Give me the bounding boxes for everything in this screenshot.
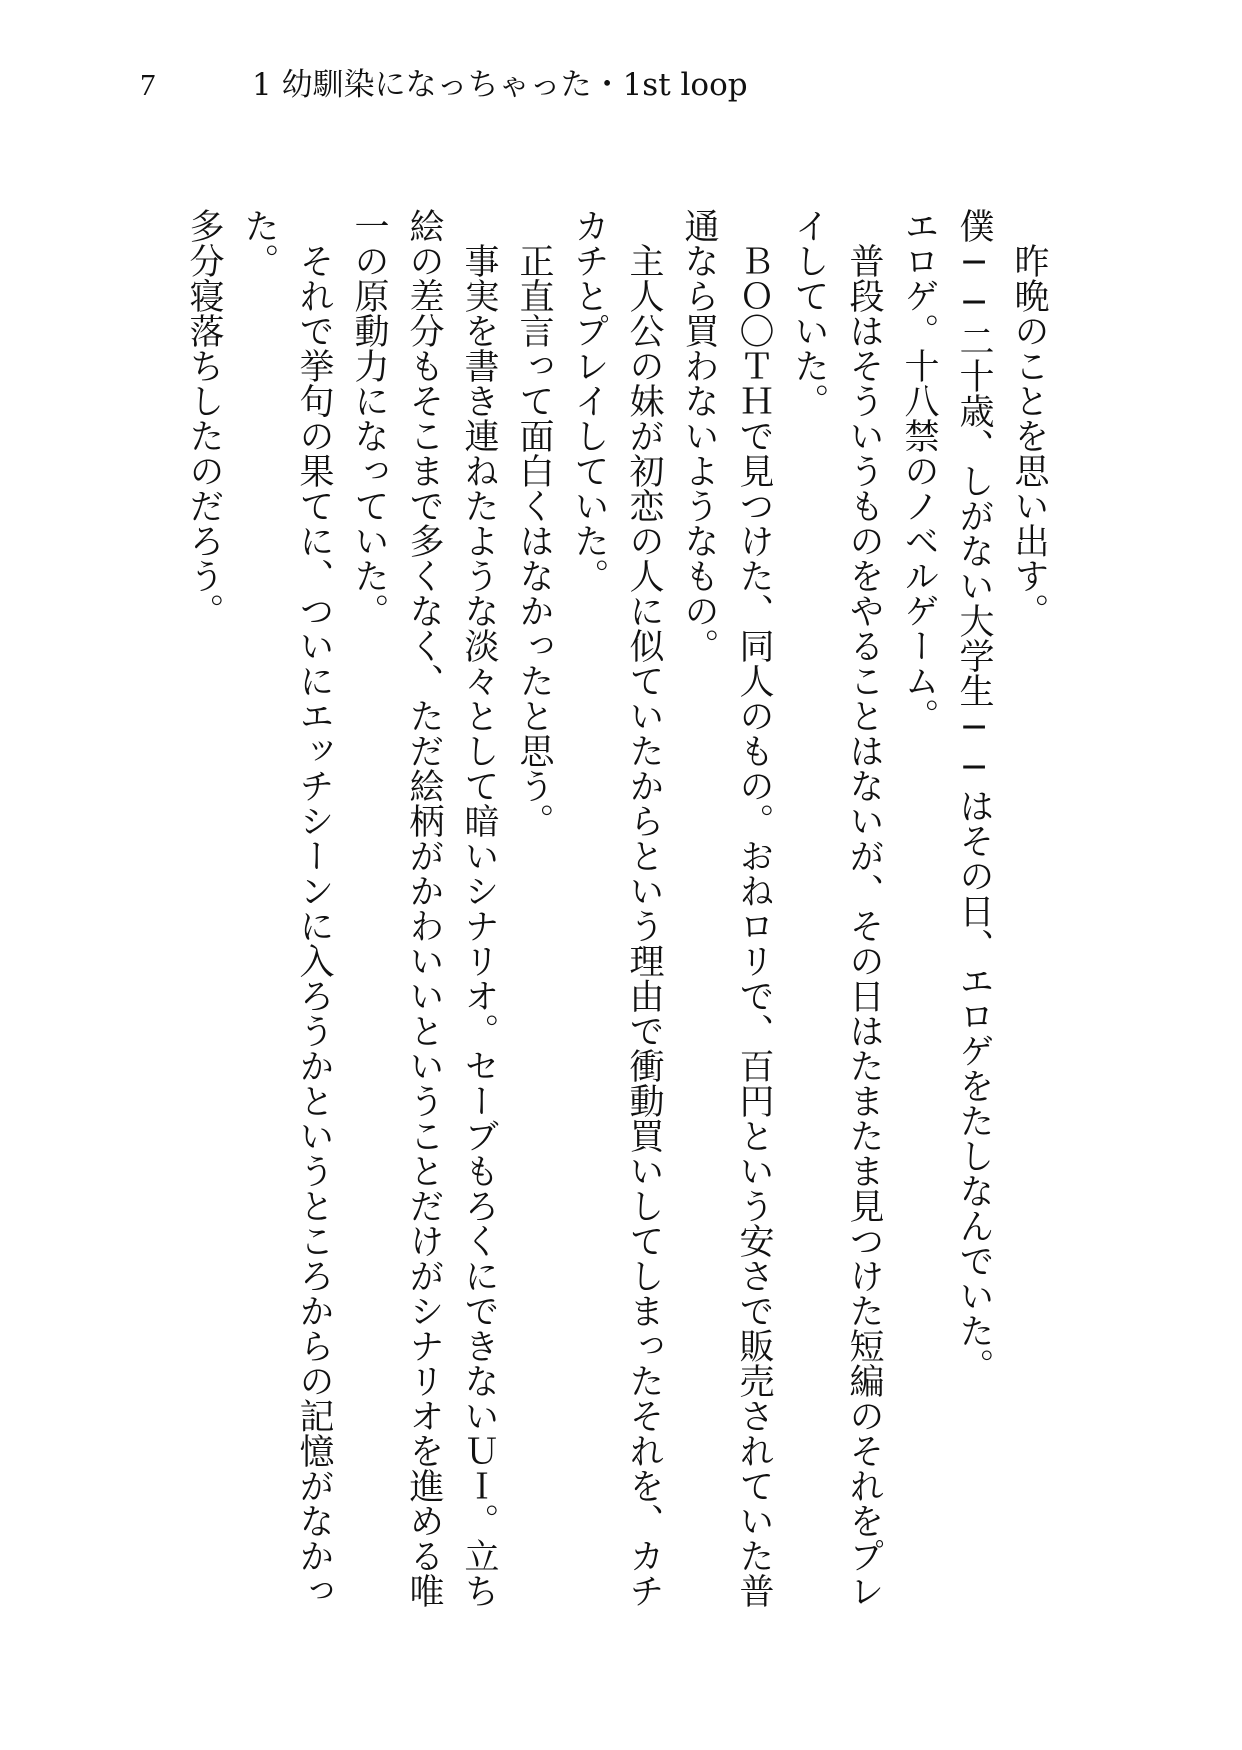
paragraph: 僕──二十歳、しがない大学生──はその日、エロゲをたしなんでいた。 bbox=[954, 208, 994, 1383]
paragraph: 主人公の妹が初恋の人に似ていたからという理由で衝動買いしてしまったそれを、カチカチとプレイしていた。 bbox=[569, 208, 664, 1608]
paragraph: 普段はそういうものをやることはないが、その日はたまたま見つけた短編のそれをプレイしていた。 bbox=[789, 208, 884, 1608]
paragraph: 事実を書き連ねたような淡々として暗いシナリオ。セーブもろくにできないＵＩ。立ち絵の差分もそこまで多くなく、ただ絵柄がかわいいということだけがシナリオを進める唯一の原動力になっていた。 bbox=[349, 208, 499, 1608]
paragraph: 正直言って面白くはなかったと思う。 bbox=[514, 243, 554, 838]
paragraph: ＢＯ〇ＴＨで見つけた、同人のもの。おねロリで、百円という安さで販売されていた普通なら買わないようなもの。 bbox=[679, 208, 774, 1608]
paragraph: 多分寝落ちしたのだろう。 bbox=[184, 208, 224, 628]
paragraph: それで挙句の果てに、ついにエッチシーンに入ろうかというところからの記憶がなかった。 bbox=[239, 208, 334, 1608]
paragraph: エロゲ。十八禁のノベルゲーム。 bbox=[899, 208, 939, 733]
page-header bbox=[0, 60, 1242, 110]
page-number: 7 bbox=[140, 67, 156, 102]
paragraph: 昨晩のことを思い出す。 bbox=[1009, 243, 1049, 628]
running-head: 1 幼馴染になっちゃった・1st loop bbox=[252, 67, 748, 103]
body-text bbox=[176, 208, 1056, 1608]
